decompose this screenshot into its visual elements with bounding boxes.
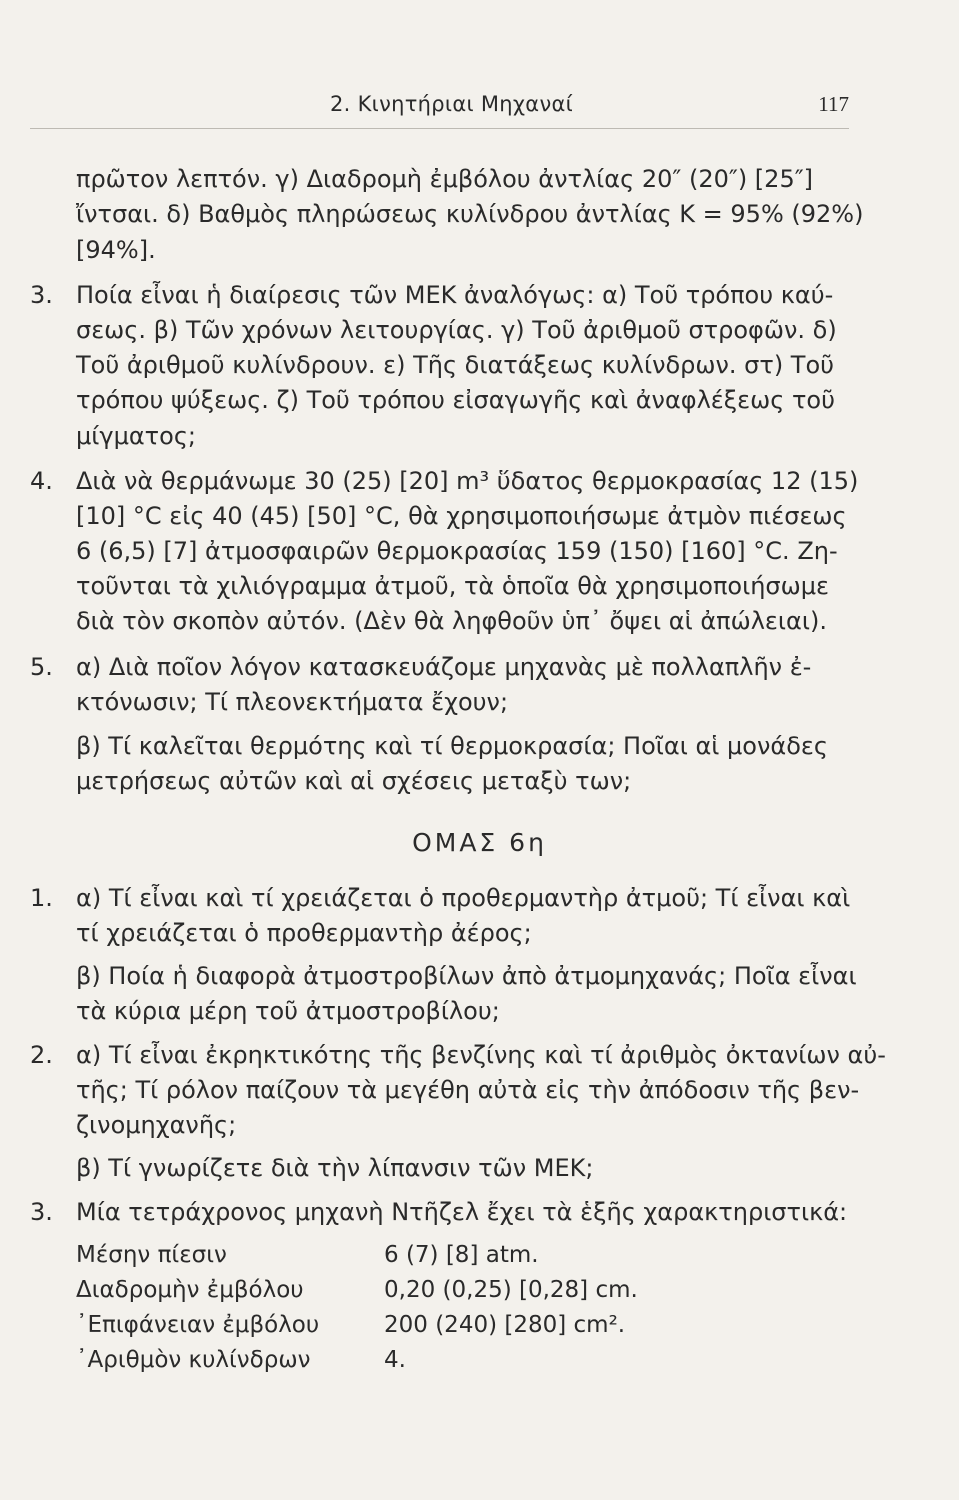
text-line: τὰ κύρια μέρη τοῦ ἀτμοστροβίλου; (76, 997, 500, 1025)
question-number: 3. (30, 281, 53, 309)
text-line: κτόνωσιν; Τί πλεονεκτήματα ἔχουν; (76, 688, 509, 716)
text-line: β) Ποία ἡ διαφορὰ ἀτμοστροβίλων ἀπὸ ἀτμομηχανάς; Ποῖα εἶναι (76, 962, 857, 990)
text-line: α) Τί εἶναι καὶ τί χρειάζεται ὁ προθερμαντὴρ ἀτμοῦ; Τί εἶναι καὶ (76, 884, 851, 912)
text-line: τί χρειάζεται ὁ προθερμαντὴρ ἀέρος; (76, 919, 532, 947)
spec-value: 4. (384, 1347, 406, 1373)
text-line: τοῦνται τὰ χιλιόγραμμα ἀτμοῦ, τὰ ὁποῖα θὰ χρησιμοποιήσωμε (76, 572, 829, 600)
spec-value: 6 (7) [8] atm. (384, 1242, 539, 1268)
spec-label: ᾿Επιφάνειαν ἐμβόλου (76, 1312, 320, 1338)
page-number: 117 (818, 92, 849, 116)
text-line: σεως. β) Τῶν χρόνων λειτουργίας. γ) Τοῦ ἀριθμοῦ στροφῶν. δ) (76, 316, 837, 344)
text-line: μετρήσεως αὐτῶν καὶ αἱ σχέσεις μεταξὺ των; (76, 767, 632, 795)
spec-label: ᾿Αριθμὸν κυλίνδρων (76, 1347, 311, 1373)
text-line: τῆς; Τί ρόλον παίζουν τὰ μεγέθη αὐτὰ εἰς τὴν ἀπόδοσιν τῆς βεν- (76, 1076, 860, 1104)
text-line: Ποία εἶναι ἡ διαίρεσις τῶν ΜΕΚ ἀναλόγως: α) Τοῦ τρόπου καύ- (76, 281, 834, 309)
spec-value: 0,20 (0,25) [0,28] cm. (384, 1277, 638, 1303)
text-line: ἴντσαι. δ) Βαθμὸς πληρώσεως κυλίνδρου ἀντλίας Κ = 95% (92%) (76, 200, 864, 228)
question-number: 4. (30, 467, 53, 495)
question-number: 2. (30, 1041, 53, 1069)
question-number: 1. (30, 884, 53, 912)
text-line: Μία τετράχρονος μηχανὴ Ντῆζελ ἔχει τὰ ἑξῆς χαρακτηριστικά: (76, 1198, 848, 1226)
spec-value: 200 (240) [280] cm². (384, 1312, 626, 1338)
text-line: [94%]. (76, 236, 156, 264)
text-line: διὰ τὸν σκοπὸν αὐτόν. (Δὲν θὰ ληφθοῦν ὑπ᾽ ὄψει αἱ ἀπώλειαι). (76, 607, 827, 635)
text-line: [10] °C εἰς 40 (45) [50] °C, θὰ χρησιμοποιήσωμε ἀτμὸν πιέσεως (76, 502, 847, 530)
text-line: β) Τί καλεῖται θερμότης καὶ τί θερμοκρασία; Ποῖαι αἱ μονάδες (76, 732, 828, 760)
question-number: 5. (30, 653, 53, 681)
text-line: α) Τί εἶναι ἐκρηκτικότης τῆς βενζίνης καὶ τί ἀριθμὸς ὀκτανίων αὐ- (76, 1041, 886, 1069)
question-number: 3. (30, 1198, 53, 1226)
text-line: ζινομηχανῆς; (76, 1111, 237, 1139)
header-rule (30, 128, 849, 129)
text-line: τρόπου ψύξεως. ζ) Τοῦ τρόπου εἰσαγωγῆς καὶ ἀναφλέξεως τοῦ (76, 386, 835, 414)
text-line: Διὰ νὰ θερμάνωμε 30 (25) [20] m³ ὕδατος θερμοκρασίας 12 (15) (76, 467, 859, 495)
spec-label: Μέσην πίεσιν (76, 1242, 227, 1268)
spec-label: Διαδρομὴν ἐμβόλου (76, 1277, 304, 1303)
section-heading: ΟΜΑΣ 6η (412, 828, 547, 857)
text-line: 6 (6,5) [7] ἀτμοσφαιρῶν θερμοκρασίας 159 (150) [160] °C. Ζη- (76, 537, 838, 565)
running-head: 2. Κινητήριαι Μηχαναί (330, 92, 574, 116)
text-line: β) Τί γνωρίζετε διὰ τὴν λίπανσιν τῶν ΜΕΚ; (76, 1154, 594, 1182)
text-line: μίγματος; (76, 422, 196, 450)
text-line: α) Διὰ ποῖον λόγον κατασκευάζομε μηχανὰς μὲ πολλαπλῆν ἐ- (76, 653, 812, 681)
text-line: πρῶτον λεπτόν. γ) Διαδρομὴ ἐμβόλου ἀντλίας 20″ (20″) [25″] (76, 165, 814, 193)
page-header (330, 92, 849, 122)
text-line: Τοῦ ἀριθμοῦ κυλίνδρουν. ε) Τῆς διατάξεως κυλίνδρων. στ) Τοῦ (76, 351, 835, 379)
